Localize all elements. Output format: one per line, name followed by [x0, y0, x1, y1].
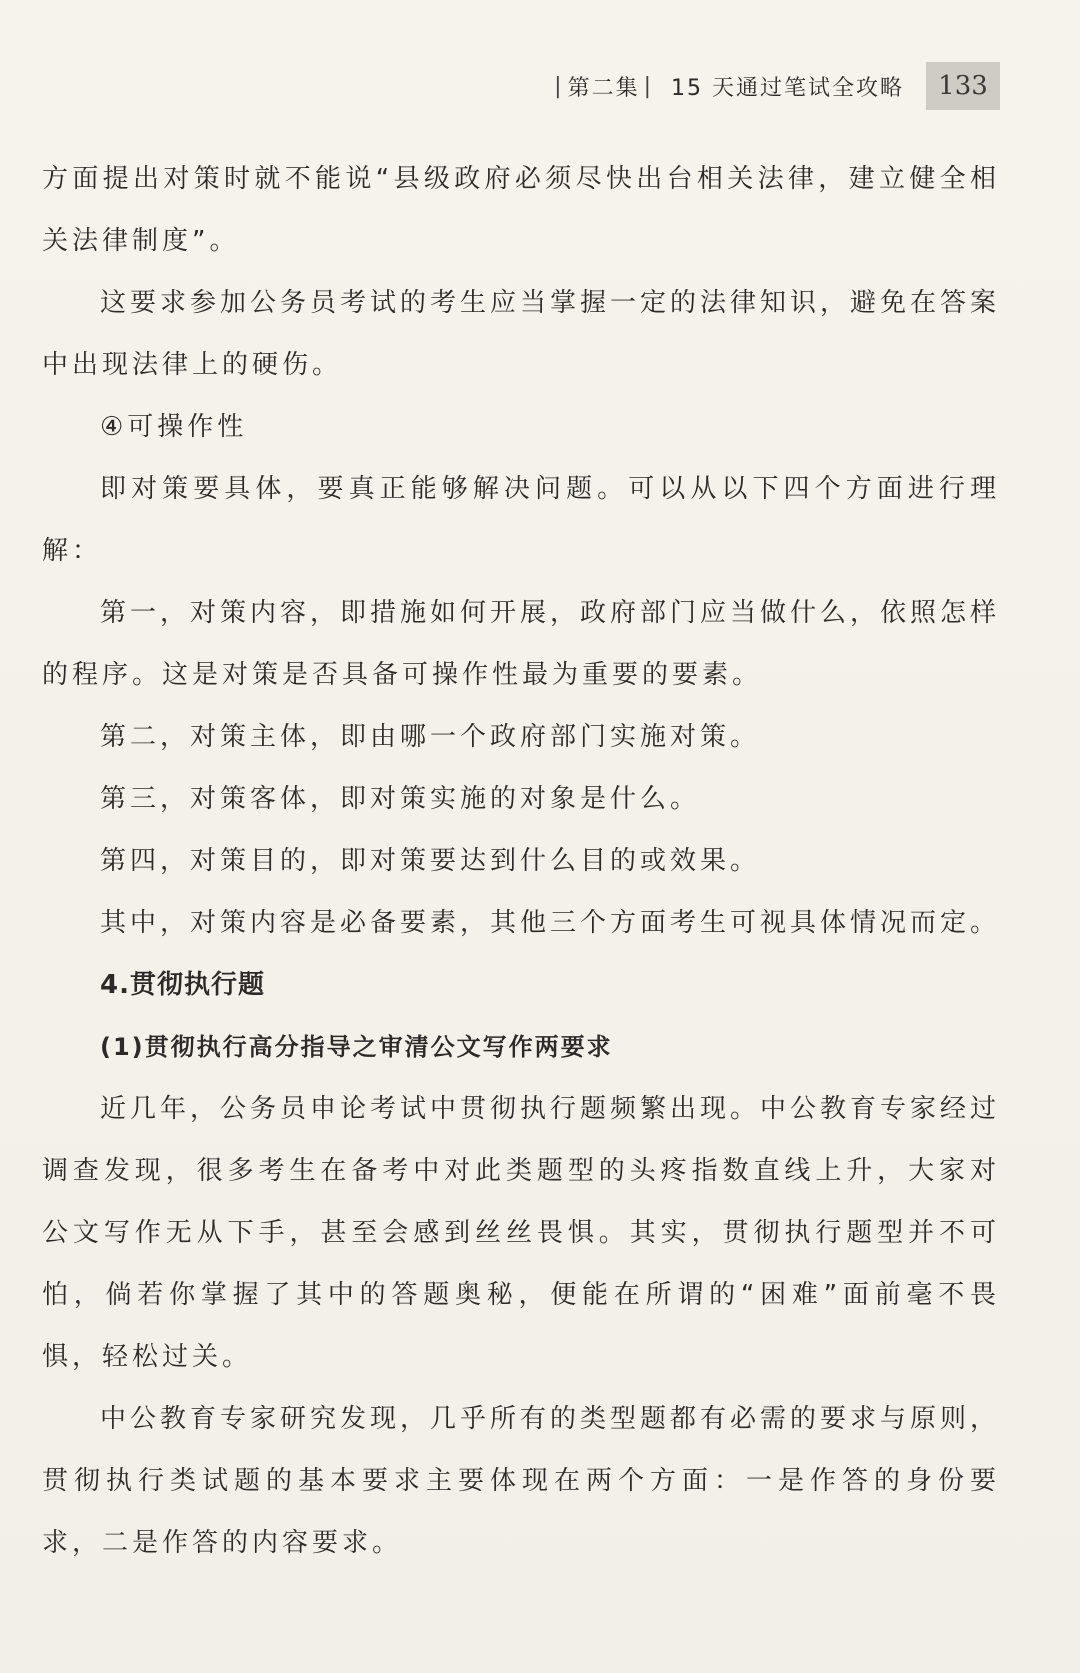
header-title: 15 天通过笔试全攻略	[671, 75, 904, 101]
page-number: 133	[926, 62, 1000, 110]
paragraph: 第二，对策主体，即由哪一个政府部门实施对策。	[100, 722, 761, 752]
running-header	[550, 62, 1000, 110]
paragraph: 其中，对策内容是必备要素，其他三个方面考生可视具体情况而定。	[100, 908, 1001, 938]
paragraph: 第一，对策内容，即措施如何开展，政府部门应当做什么，依照怎样的程序。这是对策是否具备可操作性最为重要的要素。	[42, 598, 1001, 690]
page-body	[42, 148, 1000, 1574]
paragraph: 中公教育专家研究发现，几乎所有的类型题都有必需的要求与原则，贯彻执行类试题的基本要求主要体现在两个方面：一是作答的身份要求，二是作答的内容要求。	[42, 1404, 1001, 1558]
paragraph: 第四，对策目的，即对策要达到什么目的或效果。	[100, 846, 761, 876]
paragraph: 第三，对策客体，即对策实施的对象是什么。	[100, 784, 701, 814]
section-heading: 4.贯彻执行题	[100, 970, 265, 1000]
paragraph: 这要求参加公务员考试的考生应当掌握一定的法律知识，避免在答案中出现法律上的硬伤。	[42, 288, 1001, 380]
paragraph-continued: 方面提出对策时就不能说“县级政府必须尽快出台相关法律，建立健全相关法律制度”。	[42, 164, 1000, 256]
paragraph: 即对策要具体，要真正能够解决问题。可以从以下四个方面进行理解：	[42, 474, 1000, 566]
header-divider: |	[643, 73, 653, 99]
paragraph: 近几年，公务员申论考试中贯彻执行题频繁出现。中公教育专家经过调查发现，很多考生在备考中对此类题型的头疼指数直线上升，大家对公文写作无从下手，甚至会感到丝丝畏惧。其实，贯彻执行题型并不可怕，倘若你掌握了其中的答题奥秘，便能在所谓的“困难”面前毫不畏惧，轻松过关。	[42, 1094, 1001, 1372]
subsection-heading: (1)贯彻执行高分指导之审清公文写作两要求	[100, 1033, 613, 1061]
header-divider: |	[554, 73, 564, 99]
point-heading: ④可操作性	[100, 412, 248, 442]
header-section: 第二集	[567, 75, 640, 101]
